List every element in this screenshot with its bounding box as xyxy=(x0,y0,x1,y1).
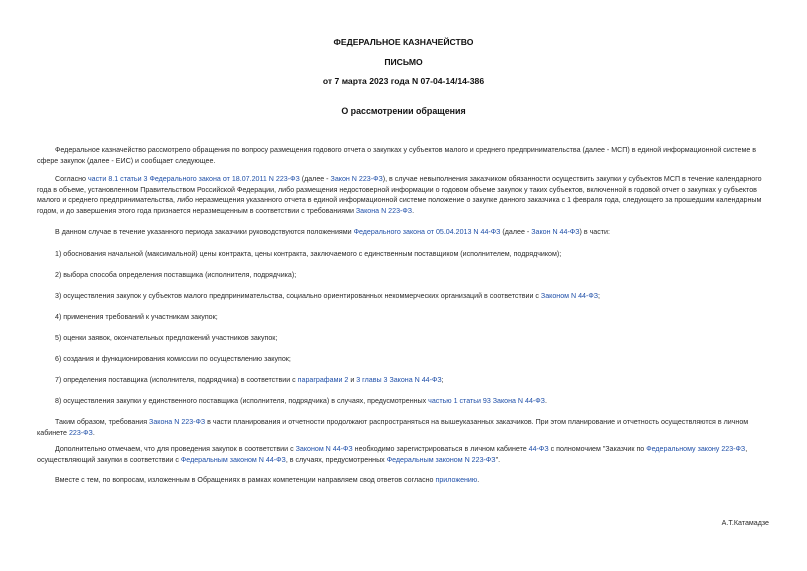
link-federal-law-223[interactable]: Федеральному закону 223-ФЗ xyxy=(646,445,746,453)
link-law-223-requirements[interactable]: Закона N 223-ФЗ xyxy=(355,206,413,215)
link-chapter-3-law-44[interactable]: 3 главы 3 Закона N 44-ФЗ xyxy=(356,376,442,384)
paragraph-legal-basis: Согласно части 8.1 статьи 3 Федерального закона от 18.07.2011 N 223-ФЗ (далее - Закон N 223-ФЗ), в случае невыполнения заказчиком обязанности осуществить закупки у субъектов МСП в течение календарного года в объеме, установленном Правительством Российской Федерации, либо размещения недостоверной информации о годовом объеме закупок у таких субъектов, включенной в годовой отчет о закупках у субъектов малого и среднего предпринимательства, либо неразмещения указанного отчета в единой информационной системе положение о закупке данного заказчика с 1 февраля года, следующего за прошедшим календарным годом, и до завершения этого года признается неразмещенным в соответствии с требованиями Закона N 223-ФЗ. xyxy=(37,175,762,215)
paragraph-conclusion: Таким образом, требования Закона N 223-ФЗ в части планирования и отчетности продолжают распространяться на вышеуказанных заказчиков. При этом планирование и отчетность осуществляются в личном кабинете 223-ФЗ. xyxy=(37,418,749,437)
signatory-name: А.Т.Катамадзе xyxy=(721,519,769,527)
link-law-44-short[interactable]: Закон N 44-ФЗ xyxy=(531,228,580,236)
link-federal-law-44[interactable]: Федеральным законом N 44-ФЗ xyxy=(180,455,286,464)
list-item-5: 5) оценки заявок, окончательных предложений участников закупок; xyxy=(55,334,278,342)
list-item-7: 7) определения поставщика (исполнителя, подрядчика) в соответствии с параграфами 2 и 3 главы 3 Закона N 44-ФЗ; xyxy=(55,376,444,384)
link-federal-law-223-cases[interactable]: Федеральным законом N 223-ФЗ xyxy=(386,455,496,464)
paragraph-applicable-law: В данном случае в течение указанного периода заказчики руководствуются положениями Федерального закона от 05.04.2013 N 44-ФЗ (далее - Закон N 44-ФЗ) в части: xyxy=(55,228,610,236)
link-article-93-law-44[interactable]: частью 1 статьи 93 Закона N 44-ФЗ xyxy=(428,397,545,405)
list-item-3: 3) осуществления закупок у субъектов малого предпринимательства, социально ориентированных некоммерческих организаций в соответствии с Законом N 44-ФЗ; xyxy=(55,292,600,300)
link-law-223-part-8-1[interactable]: части 8.1 статьи 3 Федерального закона от 18.07.2011 N 223-ФЗ xyxy=(87,175,300,183)
link-cabinet-223[interactable]: 223-ФЗ xyxy=(68,428,93,437)
list-item-6: 6) создания и функционирования комиссии по осуществлению закупок; xyxy=(55,355,291,363)
link-law-223-conclusion[interactable]: Закона N 223-ФЗ xyxy=(149,418,206,426)
paragraph-appendix: Вместе с тем, по вопросам, изложенным в Обращениях в рамках компетенции направляем свод ответов согласно приложению. xyxy=(55,476,480,484)
list-item-8: 8) осуществления закупки у единственного поставщика (исполнителя, подрядчика) в случаях, предусмотренных частью 1 статьи 93 Закона N 44-ФЗ. xyxy=(55,397,547,405)
issuing-authority: ФЕДЕРАЛЬНОЕ КАЗНАЧЕЙСТВО xyxy=(333,37,474,47)
link-law-44-item-3[interactable]: Законом N 44-ФЗ xyxy=(540,292,599,300)
link-law-223[interactable]: Закон N 223-ФЗ xyxy=(330,175,383,183)
document-subject: О рассмотрении обращения xyxy=(341,106,466,116)
link-cabinet-44[interactable]: 44-ФЗ xyxy=(528,445,549,453)
document-type: ПИСЬМО xyxy=(384,57,423,67)
list-item-4: 4) применения требований к участникам закупок; xyxy=(55,313,218,321)
link-law-44-registration[interactable]: Законом N 44-ФЗ xyxy=(295,445,353,453)
document-date-number: от 7 марта 2023 года N 07-04-14/14-386 xyxy=(322,76,485,86)
list-item-1: 1) обоснования начальной (максимальной) цены контракта, цены контракта, заключаемого с единственным поставщиком (исполнителем, подрядчиком); xyxy=(55,250,562,258)
paragraph-registration: Дополнительно отмечаем, что для проведения закупок в соответствии с Законом N 44-ФЗ необходимо зарегистрироваться в личном кабинете 44-ФЗ с полномочием "Заказчик по Федеральному закону 223-ФЗ, осуществляющий закупки в соответствии с Федеральным законом N 44-ФЗ, в случаях, предусмотренных Федеральным законом N 223-ФЗ". xyxy=(37,445,748,464)
paragraph-intro: Федеральное казначейство рассмотрело обращения по вопросу размещения годового отчета о закупках у субъектов малого и среднего предпринимательства (далее - МСП) в единой информационной системе в сфере закупок (далее - ЕИС) и сообщает следующее. xyxy=(37,146,757,165)
link-law-44[interactable]: Федерального закона от 05.04.2013 N 44-ФЗ xyxy=(353,228,501,236)
link-paragraph-2[interactable]: параграфами 2 xyxy=(297,376,349,384)
link-appendix[interactable]: приложению xyxy=(435,476,478,484)
list-item-2: 2) выбора способа определения поставщика (исполнителя, подрядчика); xyxy=(55,271,297,279)
